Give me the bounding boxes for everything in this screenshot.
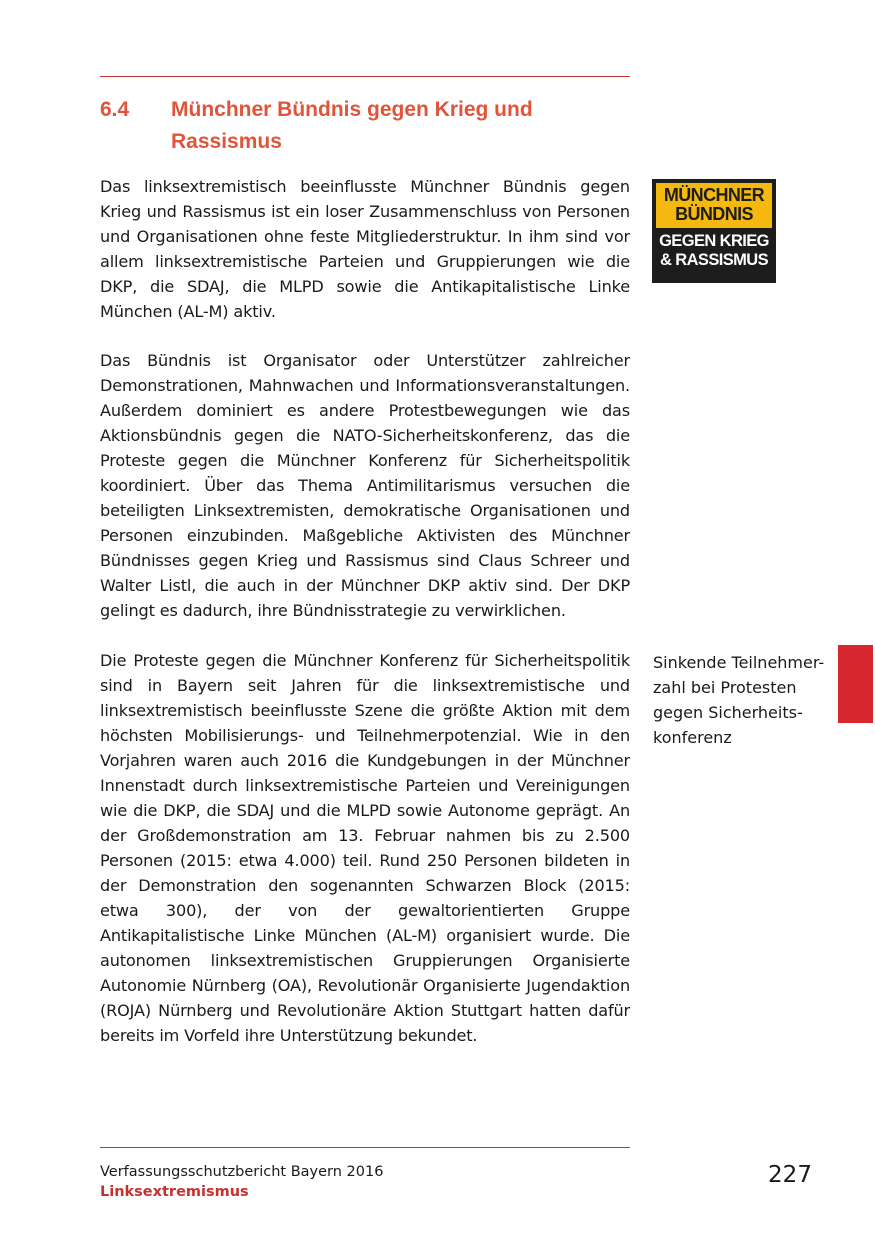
section-number: 6.4 — [100, 98, 130, 121]
margin-note-line: konferenz — [653, 728, 732, 747]
chapter-tab-marker — [838, 645, 873, 723]
footer-rule — [100, 1147, 630, 1148]
logo-black-block — [656, 228, 772, 270]
footer-section: Linksextremismus — [100, 1184, 249, 1200]
page-number: 227 — [768, 1162, 812, 1188]
margin-note-line: gegen Sicherheits- — [653, 703, 803, 722]
logo-line: MÜNCHNER — [663, 185, 765, 205]
paragraph-organizer: Das Bündnis ist Organisator oder Unterstützer zahlreicher Demonstrationen, Mahnwachen und Informationsveranstaltungen. Außerdem dominiert es andere Protestbewegungen wie das Aktionsbündnis gegen die NATO-Sicherheitskonferenz, das die Proteste gegen die Münchner Konferenz für Sicherheitspolitik koordiniert. Über das Thema Antimilitarismus versuchen die beteiligten Linksextremisten, demokratische Organisationen und Personen einzubinden. Maßgebliche Aktivisten des Münchner Bündnisses gegen Krieg und Rassismus sind Claus Schreer und Walter Listl, die auch in der Münchner DKP aktiv sind. Der DKP gelingt es dadurch, ihre Bündnisstrategie zu verwirklichen. — [100, 351, 630, 620]
section-title: Münchner Bündnis gegen Krieg und Rassismus — [171, 98, 533, 153]
paragraph-protests: Die Proteste gegen die Münchner Konferenz für Sicherheitspolitik sind in Bayern seit Jahren für die linksextremistische und linksextremistisch beeinflusste Szene die größte Aktion mit dem höchsten Mobilisierungs- und Teilnehmerpotenzial. Wie in den Vorjahren waren auch 2016 die Kundgebungen in der Münchner Innenstadt durch linksextremistische Parteien und Vereinigungen wie die DKP, die SDAJ und die MLPD sowie Autonome geprägt. An der Großdemonstration am 13. Februar nahmen bis zu 2.500 Personen (2015: etwa 4.000) teil. Rund 250 Personen bildeten in der Demonstration den sogenannten Schwarzen Block (2015: etwa 300), der von der gewaltorientierten Gruppe Antikapitalistische Linke München (AL-M) organisiert wurde. Die autonomen linksextremistischen Gruppierungen Organisierte Autonomie Nürnberg (OA), Revolutionär Organisierte Jugendaktion (ROJA) Nürnberg und Revolutionäre Aktion Stuttgart hatten dafür bereits im Vorfeld ihre Unterstützung bekundet. — [100, 651, 630, 1045]
margin-note-line: zahl bei Protesten — [653, 678, 797, 697]
header-rule — [100, 76, 630, 77]
logo-line: GEGEN KRIEG — [659, 232, 769, 250]
paragraph-intro: Das linksextremistisch beeinflusste Münchner Bündnis gegen Krieg und Rassismus ist ein loser Zusammenschluss von Personen und Organisationen ohne feste Mitgliederstruktur. In ihm sind vor allem linksextremistische Parteien und Gruppierungen wie die DKP, die SDAJ, die MLPD sowie die Antikapitalistische Linke München (AL-M) aktiv. — [100, 177, 630, 321]
margin-note — [653, 650, 838, 750]
logo-line: & RASSISMUS — [660, 251, 768, 269]
buendnis-logo — [652, 179, 776, 283]
logo-yellow-block — [656, 183, 772, 228]
logo-line: BÜNDNIS — [675, 204, 753, 224]
margin-note-line: Sinkende Teilnehmer- — [653, 653, 825, 672]
footer-source: Verfassungsschutzbericht Bayern 2016 — [100, 1164, 384, 1180]
